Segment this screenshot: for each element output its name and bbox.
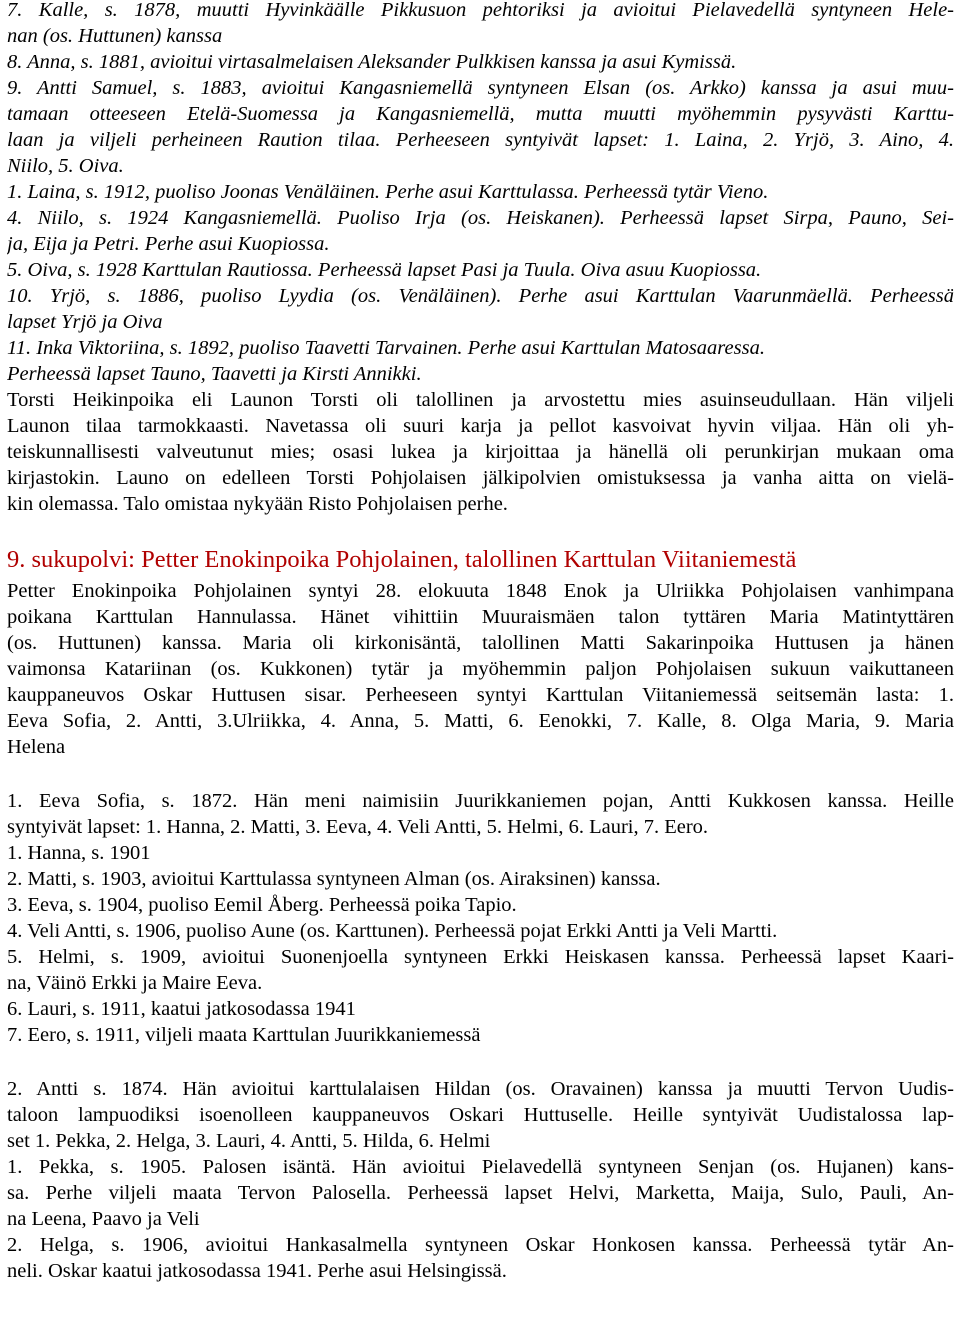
line-text: 3. Eeva, s. 1904, puoliso Eemil Åberg. Perheessä poika Tapio. [7, 894, 517, 916]
line-text: teiskunnallisesti valveutunut mies; osasi lukea ja kirjoittaa ja hänellä oli perunkirjan mukaan oma [7, 441, 954, 463]
line-text: 9. Antti Samuel, s. 1883, avioitui Kangasniemellä syntyneen Elsan (os. Arkko) kanssa ja asui muu- [7, 77, 954, 99]
text-line [7, 1206, 954, 1232]
line-text: 1. Pekka, s. 1905. Palosen isäntä. Hän avioitui Pielavedellä syntyneen Senjan (os. Hujanen) kans- [7, 1156, 954, 1178]
text-line [7, 231, 954, 257]
line-text: Niilo, 5. Oiva. [7, 155, 124, 177]
section-heading [7, 545, 954, 575]
text-line [7, 656, 954, 682]
line-text: 1. Laina, s. 1912, puoliso Joonas Venäläinen. Perhe asui Karttulassa. Perheessä tytär Vieno. [7, 181, 769, 203]
text-line [7, 578, 954, 604]
text-line [7, 23, 954, 49]
text-line [7, 1022, 954, 1048]
line-text: Helena [7, 736, 66, 758]
line-text: 11. Inka Viktoriina, s. 1892, puoliso Taavetti Tarvainen. Perhe asui Karttulan Matosaaressa. [7, 337, 765, 359]
line-text: 2. Matti, s. 1903, avioitui Karttulassa syntyneen Alman (os. Airaksinen) kanssa. [7, 868, 661, 890]
text-line [7, 1232, 954, 1258]
line-text: 5. Helmi, s. 1909, avioitui Suonenjoella syntyneen Erkki Heiskasen kanssa. Perheessä lapset Kaari- [7, 946, 954, 968]
line-text: syntyivät lapset: 1. Hanna, 2. Matti, 3. Eeva, 4. Veli Antti, 5. Helmi, 6. Lauri, 7. Eero. [7, 816, 709, 838]
text-line [7, 734, 954, 760]
text-line [7, 1154, 954, 1180]
line-text: poikana Karttulan Hannulassa. Hänet vihittiin Muuraismäen talon tyttären Maria Matintyttären [7, 606, 954, 628]
text-line [7, 1102, 954, 1128]
text-line [7, 814, 954, 840]
text-line [7, 387, 954, 413]
line-text: Eeva Sofia, 2. Antti, 3.Ulriikka, 4. Anna, 5. Matti, 6. Eenokki, 7. Kalle, 8. Olga Maria, 9. Maria [7, 710, 954, 732]
text-line [7, 1076, 954, 1102]
text-line [7, 604, 954, 630]
line-text: Launon tilaa tarmokkaasti. Navetassa oli suuri karja ja pellot kasvoivat hyvin viljaa. Hän oli yh- [7, 415, 954, 437]
line-text: 8. Anna, s. 1881, avioitui virtasalmelaisen Aleksander Pulkkisen kanssa ja asui Kymissä. [7, 51, 737, 73]
line-text: ja, Eija ja Petri. Perhe asui Kuopiossa. [7, 233, 330, 255]
line-text: Petter Enokinpoika Pohjolainen syntyi 28. elokuuta 1848 Enok ja Ulriikka Pohjolaisen vanhimpana [7, 580, 954, 602]
line-text: 1. Eeva Sofia, s. 1872. Hän meni naimisiin Juurikkaniemen pojan, Antti Kukkosen kanssa. Heille [7, 790, 954, 812]
line-text: 2. Helga, s. 1906, avioitui Hankasalmella syntyneen Oskar Honkosen kanssa. Perheessä tytär An- [7, 1234, 954, 1256]
line-text: sa. Perhe viljeli maata Tervon Palosella. Perheessä lapset Helvi, Marketta, Maija, Sulo, Pauli, An- [7, 1182, 954, 1204]
text-line [7, 465, 954, 491]
line-text: 2. Antti s. 1874. Hän avioitui karttulalaisen Hildan (os. Oravainen) kanssa ja muutti Tervon Uudis- [7, 1078, 954, 1100]
line-text: Perheessä lapset Tauno, Taavetti ja Kirsti Annikki. [7, 363, 422, 385]
text-line [7, 75, 954, 101]
text-line [7, 101, 954, 127]
text-line [7, 49, 954, 75]
line-text: 7. Kalle, s. 1878, muutti Hyvinkäälle Pikkusuon pehtoriksi ja avioitui Pielavedellä syntyneen Hele- [7, 0, 954, 21]
line-text: laan ja viljeli perheineen Raution tilaa. Perheeseen syntyivät lapset: 1. Laina, 2. Yrjö, 3. Aino, 4. [7, 129, 954, 151]
line-text: na Leena, Paavo ja Veli [7, 1208, 200, 1230]
line-text: vaimonsa Katariinan (os. Kukkonen) tytär ja myöhemmin paljon Pohjolaisen sukuun vaikuttaneen [7, 658, 954, 680]
line-text: (os. Huttunen) kanssa. Maria oli kirkonisäntä, talollinen Matti Sakarinpoika Huttusen ja hänen [7, 632, 954, 654]
text-line [7, 0, 954, 23]
line-text: kauppaneuvos Oskar Huttusen sisar. Perheeseen syntyi Karttulan Viitaniemessä seitsemän lasta: 1. [7, 684, 954, 706]
line-text: taloon lampuodiksi isoenolleen kauppaneuvos Oskari Huttuselle. Heille syntyivät Uudistalossa lap- [7, 1104, 954, 1126]
text-line [7, 866, 954, 892]
line-text: nan (os. Huttunen) kanssa [7, 25, 223, 47]
line-text: set 1. Pekka, 2. Helga, 3. Lauri, 4. Antti, 5. Hilda, 6. Helmi [7, 1130, 491, 1152]
text-line [7, 682, 954, 708]
text-line [7, 892, 954, 918]
text-line [7, 205, 954, 231]
heading-text: 9. sukupolvi: Petter Enokinpoika Pohjolainen, talollinen Karttulan Viitaniemestä [7, 546, 797, 573]
text-line [7, 918, 954, 944]
line-text: Torsti Heikinpoika eli Launon Torsti oli talollinen ja arvostettu mies asuinseudullaan. Hän viljeli [7, 389, 954, 411]
line-text: 4. Niilo, s. 1924 Kangasniemellä. Puoliso Irja (os. Heiskanen). Perheessä lapset Sirpa, Pauno, Sei- [7, 207, 954, 229]
line-text: 6. Lauri, s. 1911, kaatui jatkosodassa 1941 [7, 998, 356, 1020]
line-text: tamaan otteeseen Etelä-Suomessa ja Kangasniemellä, mutta muutti myöhemmin pysyvästi Karttu- [7, 103, 954, 125]
line-text: lapset Yrjö ja Oiva [7, 311, 163, 333]
text-line [7, 413, 954, 439]
text-line [7, 257, 954, 283]
text-line [7, 1258, 954, 1284]
text-line [7, 708, 954, 734]
line-text: kirjastokin. Launo on edelleen Torsti Pohjolaisen jälkipolvien omistuksessa ja vanha aitta on vielä- [7, 467, 954, 489]
text-line [7, 996, 954, 1022]
text-line [7, 491, 954, 517]
line-text: kin olemassa. Talo omistaa nykyään Risto Pohjolaisen perhe. [7, 493, 508, 515]
text-line [7, 283, 954, 309]
text-line [7, 179, 954, 205]
line-text: neli. Oskar kaatui jatkosodassa 1941. Perhe asui Helsingissä. [7, 1260, 507, 1282]
text-line [7, 153, 954, 179]
text-line [7, 361, 954, 387]
text-line [7, 788, 954, 814]
text-line [7, 309, 954, 335]
text-line [7, 1180, 954, 1206]
line-text: na, Väinö Erkki ja Maire Eeva. [7, 972, 263, 994]
line-text: 5. Oiva, s. 1928 Karttulan Rautiossa. Perheessä lapset Pasi ja Tuula. Oiva asuu Kuopiossa. [7, 259, 762, 281]
text-line [7, 970, 954, 996]
line-text: 4. Veli Antti, s. 1906, puoliso Aune (os. Karttunen). Perheessä pojat Erkki Antti ja Veli Martti. [7, 920, 778, 942]
text-line [7, 944, 954, 970]
text-line [7, 335, 954, 361]
text-line [7, 840, 954, 866]
line-text: 10. Yrjö, s. 1886, puoliso Lyydia (os. Venäläinen). Perhe asui Karttulan Vaarunmäellä. Perheessä [7, 285, 954, 307]
line-text: 1. Hanna, s. 1901 [7, 842, 151, 864]
text-line [7, 630, 954, 656]
text-line [7, 439, 954, 465]
line-text: 7. Eero, s. 1911, viljeli maata Karttulan Juurikkaniemessä [7, 1024, 481, 1046]
text-line [7, 127, 954, 153]
text-line [7, 1128, 954, 1154]
